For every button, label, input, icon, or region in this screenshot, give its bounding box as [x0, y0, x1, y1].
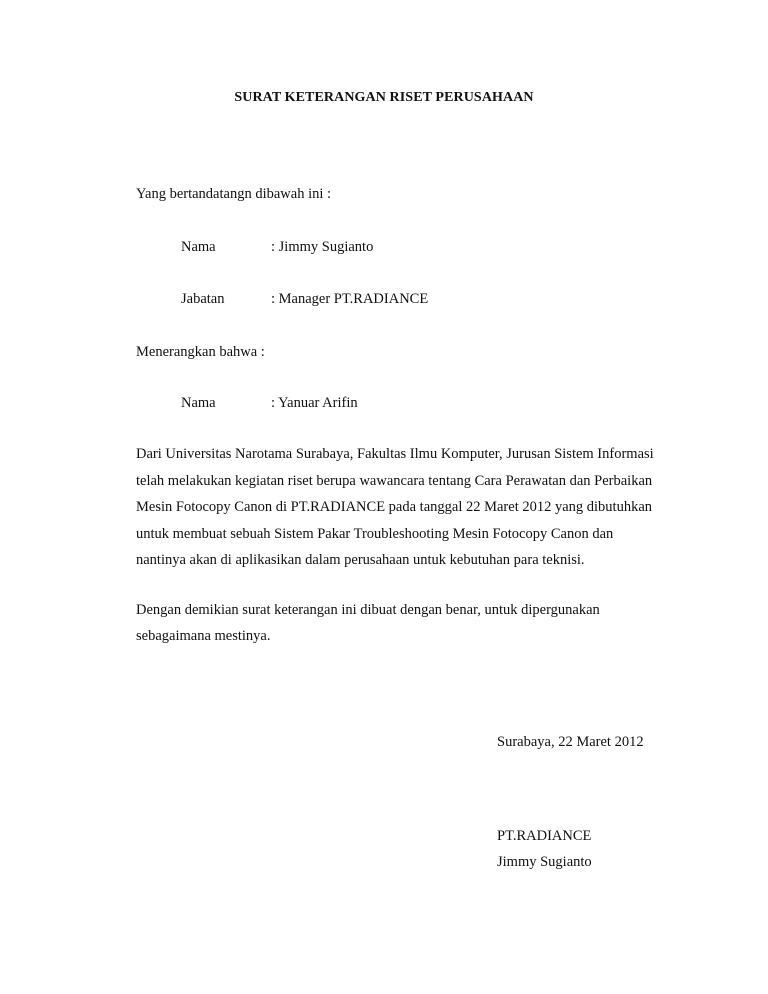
letter-title: SURAT KETERANGAN RISET PERUSAHAAN [234, 90, 534, 105]
body-line: untuk membuat sebuah Sistem Pakar Troubleshooting Mesin Fotocopy Canon dan [136, 526, 614, 542]
place-date: Surabaya, 22 Maret 2012 [497, 734, 644, 750]
intro-text: Yang bertandatangn dibawah ini : [136, 186, 332, 202]
body-line: Dari Universitas Narotama Surabaya, Fakultas Ilmu Komputer, Jurusan Sistem Informasi [136, 446, 654, 462]
closing-line: sebagaimana mestinya. [136, 628, 271, 644]
subject-name-label: Nama [181, 395, 216, 411]
company-name: PT.RADIANCE [497, 828, 592, 844]
statement-text: Menerangkan bahwa : [136, 344, 265, 360]
signer-name-label: Nama [181, 239, 216, 255]
body-line: Mesin Fotocopy Canon di PT.RADIANCE pada tanggal 22 Maret 2012 yang dibutuhkan [136, 499, 653, 515]
subject-name-value: : Yanuar Arifin [271, 395, 358, 411]
signer-position-value: : Manager PT.RADIANCE [271, 291, 429, 307]
body-line: telah melakukan kegiatan riset berupa wawancara tentang Cara Perawatan dan Perbaikan [136, 473, 653, 489]
body-line: nantinya akan di aplikasikan dalam perusahaan untuk kebutuhan para teknisi. [136, 552, 585, 568]
signer-position-label: Jabatan [181, 291, 225, 307]
signer-name: Jimmy Sugianto [497, 854, 592, 870]
closing-line: Dengan demikian surat keterangan ini dibuat dengan benar, untuk dipergunakan [136, 602, 600, 618]
signer-name-value: : Jimmy Sugianto [271, 239, 374, 255]
